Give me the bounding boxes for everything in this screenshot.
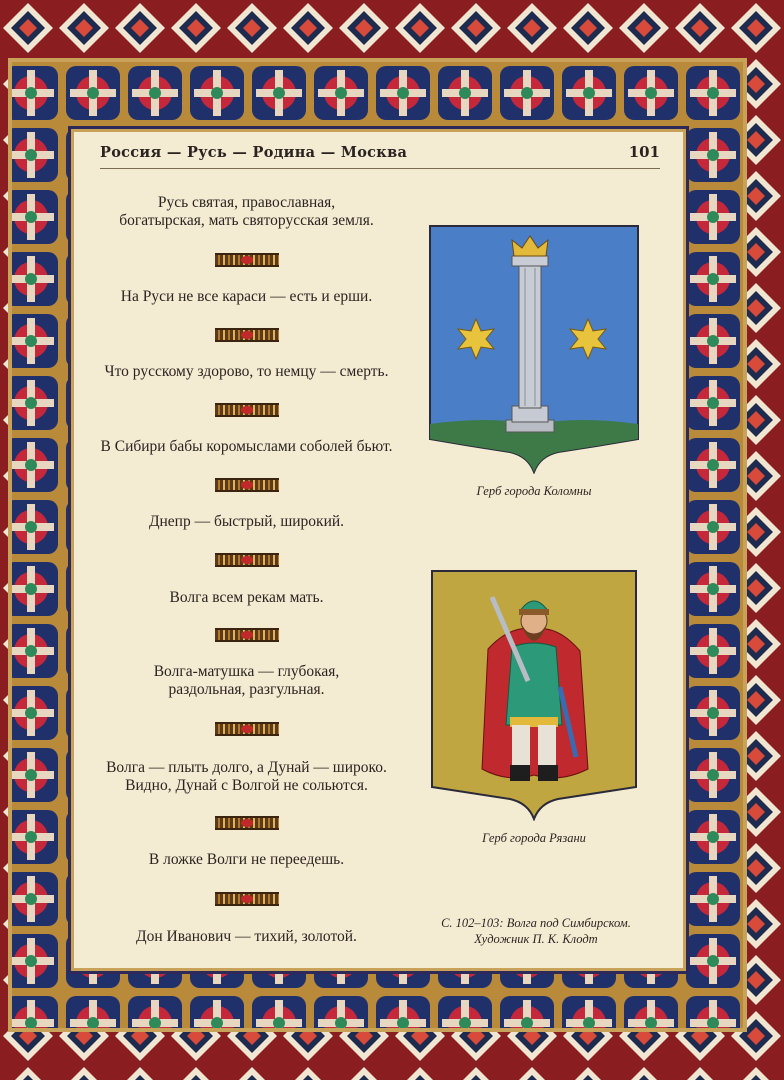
ryazan-coat-of-arms xyxy=(430,569,638,821)
running-title: Россия — Русь — Родина — Москва xyxy=(100,144,408,161)
saying-item: На Руси не все караси — есть и ерши. xyxy=(120,288,373,305)
sayings-column xyxy=(74,132,419,968)
ornament-divider xyxy=(215,628,279,642)
saying-item: Русь святая, православная, богатырская, мать святорусская земля. xyxy=(119,194,374,229)
note-line: С. 102–103: Волга под Симбирском. xyxy=(441,916,631,930)
content-panel xyxy=(74,132,683,968)
page-number: 101 xyxy=(628,143,660,161)
saying-item: Дон Иванович — тихий, золотой. xyxy=(136,928,357,945)
saying-item: Волга — плыть долго, а Дунай — широко. Видно, Дунай с Волгой не сольются. xyxy=(106,759,387,794)
saying-item: Днепр — быстрый, широкий. xyxy=(148,513,345,530)
saying-item: Волга всем рекам мать. xyxy=(169,589,324,606)
saying-item: Волга-матушка — глубокая, раздольная, разгульная. xyxy=(153,663,340,698)
kolomna-caption: Герб города Коломны xyxy=(476,484,592,498)
ornament-divider xyxy=(215,722,279,736)
saying-item: В Сибири бабы коромыслами соболей бьют. xyxy=(100,438,393,455)
ornament-divider xyxy=(215,253,279,267)
ornament-divider xyxy=(215,403,279,417)
note-line: Художник П. К. Клодт xyxy=(474,932,598,946)
ornament-divider xyxy=(215,478,279,492)
illustration-note xyxy=(420,915,652,947)
saying-item: В ложке Волги не переедешь. xyxy=(148,851,345,868)
ornament-divider xyxy=(215,816,279,830)
ornament-divider xyxy=(215,892,279,906)
kolomna-coat-of-arms xyxy=(428,224,640,474)
ryazan-caption: Герб города Рязани xyxy=(482,831,586,845)
saying-item: Что русскому здорово, то немцу — смерть. xyxy=(104,363,389,380)
ornament-divider xyxy=(215,553,279,567)
ornament-divider xyxy=(215,328,279,342)
